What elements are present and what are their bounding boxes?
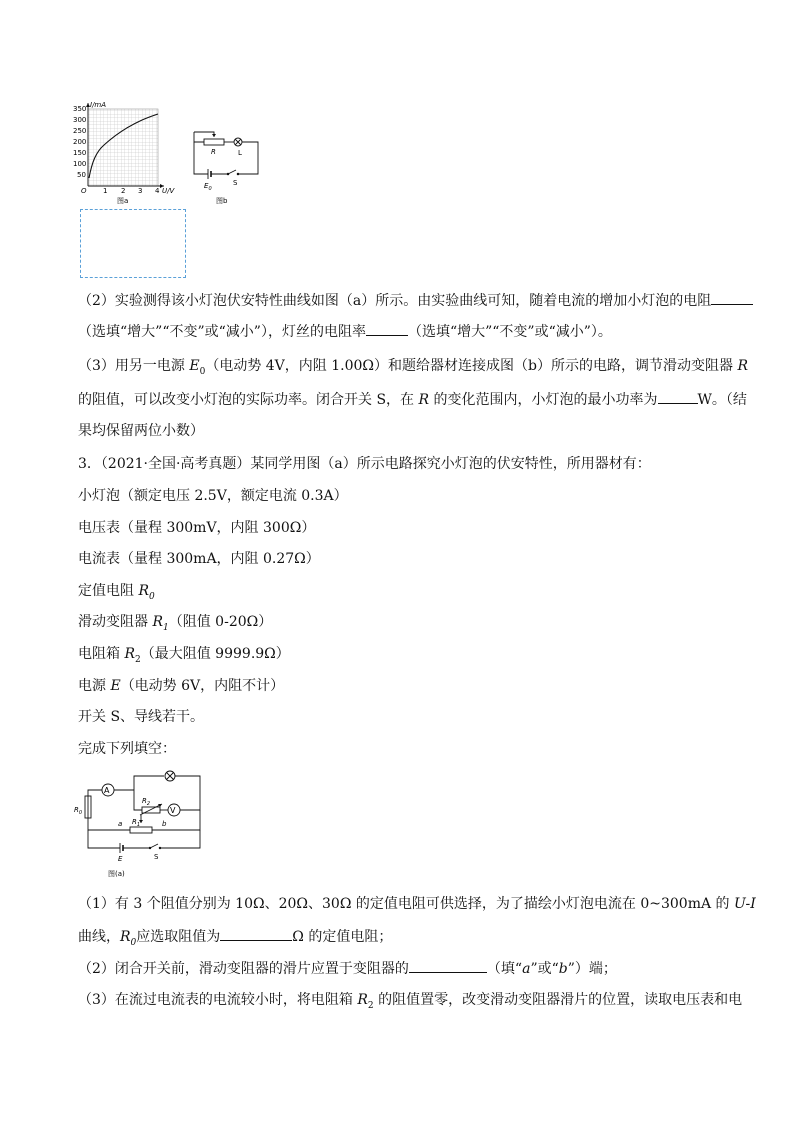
sub-q2-line: （2）闭合开关前，滑动变阻器的滑片应置于变阻器的 （填“a”或“b”）端； — [78, 958, 617, 979]
q3-line2: 的阻值，可以改变小灯泡的实际功率。闭合开关 S，在 R 的变化范围内，小灯泡的最小功率为 W。（结 — [78, 389, 747, 410]
equipment-item: 开关 S、导线若干。 — [78, 709, 205, 725]
fig-a-xtick: 4 — [155, 187, 160, 195]
fig-a-xtick: 1 — [103, 187, 108, 195]
figure-a-circuit — [72, 768, 208, 880]
fig-c-E: E — [118, 855, 123, 863]
fig-a-xlabel: U/V — [162, 187, 175, 195]
equipment-item: 电阻箱 $R_2$（最大阻值 9999.9Ω） — [78, 646, 290, 665]
fig-c-R0: $R_0$ — [74, 806, 83, 816]
fig-a-ytick: 200 — [73, 138, 87, 146]
fig-b-S: S — [233, 179, 238, 187]
fig-c-caption: 图(a) — [108, 870, 125, 878]
fig-b-L: L — [238, 149, 242, 157]
sub-q1-line2: 曲线，$R_0$应选取阻值为 Ω 的定值电阻； — [78, 926, 392, 953]
fig-b-R: R — [211, 148, 216, 156]
answer-blank[interactable] — [220, 926, 292, 941]
q3-line1: （3）用另一电源 $E_0$（电动势 4V，内阻 1.00Ω）和题给器材连接成图（b）所示的电路，调节滑动变阻器 R — [78, 358, 748, 377]
sub-q3-line: （3）在流过电流表的电流较小时，将电阻箱 $R_2$ 的阻值置零，改变滑动变阻器滑片的位置，读取电压表和电 — [78, 992, 743, 1011]
fig-a-origin: O — [81, 187, 87, 195]
fig-c-S: S — [154, 853, 159, 861]
fig-a-xtick: 2 — [121, 187, 126, 195]
answer-blank[interactable] — [658, 389, 698, 404]
equipment-item: 滑动变阻器 $R_1$（阻值 0-20Ω） — [78, 614, 273, 633]
fig-a-ytick: 250 — [73, 127, 87, 135]
fig-a-ytick: 300 — [73, 116, 87, 124]
equipment-item: 定值电阻 $R_0$ — [78, 583, 155, 602]
fig-c-voltmeter: V — [170, 806, 176, 815]
answer-blank[interactable] — [711, 290, 753, 305]
figure-a-iu-graph — [72, 100, 176, 206]
fill-instruction: 完成下列填空： — [78, 741, 176, 757]
problem-3-title: 3．（2021·全国·高考真题）某同学用图（a）所示电路探究小灯泡的伏安特性，所用器材有： — [78, 456, 651, 472]
sub-q1-line1: （1）有 3 个阻值分别为 10Ω、20Ω、30Ω 的定值电阻可供选择，为了描绘小灯泡电流在 0~300mA 的 U-I — [78, 896, 756, 912]
fig-a-ytick: 150 — [73, 149, 87, 157]
fig-b-caption: 图b — [216, 197, 228, 205]
answer-blank[interactable] — [366, 321, 408, 336]
fig-a-ytick: 100 — [73, 160, 87, 168]
fig-a-ylabel: I/mA — [90, 101, 107, 109]
equipment-item: 电压表（量程 300mV，内阻 300Ω） — [78, 520, 316, 536]
figure-b-circuit — [186, 124, 266, 208]
fig-a-xtick: 3 — [138, 187, 143, 195]
fig-a-ytick: 50 — [77, 171, 86, 179]
fig-c-ammeter: A — [104, 786, 110, 795]
fig-a-caption: 图a — [117, 197, 129, 205]
answer-blank[interactable] — [409, 958, 487, 973]
fig-c-R2: $R_2$ — [142, 797, 151, 807]
q3-line3: 果均保留两位小数） — [78, 423, 204, 439]
equipment-item: 电源 E（电动势 6V，内阻不计） — [78, 678, 285, 694]
equipment-item: 电流表（量程 300mA，内阻 0.27Ω） — [78, 551, 320, 567]
fig-b-E: $E_0$ — [204, 182, 212, 192]
q2-line1: （2）实验测得该小灯泡伏安特性曲线如图（a）所示。由实验曲线可知，随着电流的增加小灯泡的电阻 — [78, 290, 753, 311]
equipment-item: 小灯泡（额定电压 2.5V，额定电流 0.3A） — [78, 488, 348, 504]
fig-c-b: b — [162, 820, 167, 828]
answer-box-dashed — [80, 209, 186, 278]
q2-line2: （选填“增大”“不变”或“减小”），灯丝的电阻率 （选填“增大”“不变”或“减小”）。 — [78, 321, 612, 342]
fig-a-ytick: 350 — [73, 105, 87, 113]
fig-c-R1: $R_1$ — [132, 818, 141, 828]
fig-c-a: a — [118, 820, 123, 828]
